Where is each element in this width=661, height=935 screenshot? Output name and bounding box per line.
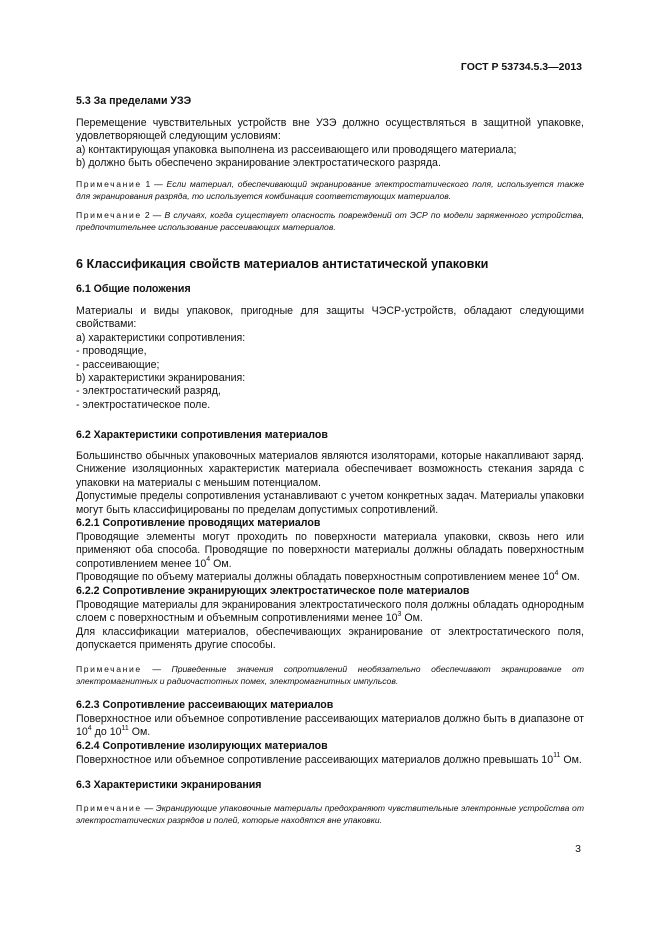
section-6-2-1-heading: 6.2.1 Сопротивление проводящих материалов: [76, 517, 321, 529]
section-6-2-4-heading: 6.2.4 Сопротивление изолирующих материалов: [76, 740, 328, 752]
section-6-heading: 6 Классификация свойств материалов антистатической упаковки: [76, 257, 489, 271]
section-6-2-2-heading: 6.2.2 Сопротивление экранирующих электростатическое поле материалов: [76, 585, 470, 597]
list-item: a) характеристики сопротивления:: [76, 331, 246, 344]
list-item-b: b) должно быть обеспечено экранирование электростатического разряда.: [76, 157, 441, 170]
paragraph: Поверхностное или объемное сопротивление рассеивающих материалов должно быть в диапазоне от $10^4$ до $10^{11}$ Ом.: [76, 713, 584, 739]
note-3: [76, 663, 584, 687]
note-text: — Если материал, обеспечивающий экранирование электростатического поля, используется также для экранирования разряда, то используется комбинация соответствующих материалов.: [76, 179, 584, 201]
section-6-2-2-body: [76, 599, 584, 653]
note-label: Примечание: [76, 210, 142, 220]
list-item: - рассеивающие;: [76, 358, 160, 371]
note-1: [76, 178, 584, 202]
section-6-1-body: [76, 305, 584, 412]
section-5-3-body: [76, 117, 584, 171]
note-text: — В случаях, когда существует опасность повреждений от ЭСР по модели заряженного устройства, предпочтительнее использование рассеивающих материалов.: [76, 210, 585, 232]
section-6-2-1-body: [76, 531, 584, 585]
note-label: Примечание: [76, 664, 142, 674]
paragraph: Перемещение чувствительных устройств вне УЗЭ должно осуществляться в защитной упаковке, удовлетворяющей следующим условиям:: [76, 117, 584, 143]
section-6-3-heading: 6.3 Характеристики экранирования: [76, 779, 262, 791]
section-6-2-3-heading: 6.2.3 Сопротивление рассеивающих материалов: [76, 699, 334, 711]
paragraph: Проводящие по объему материалы должны обладать поверхностным сопротивлением менее $10^4$ Ом.: [76, 569, 580, 584]
note-text: — Приведенные значения сопротивлений необязательно обеспечивают экранирование от электромагнитных и радиочастотных помех, электромагнитных импульсов.: [76, 664, 584, 686]
note-4: [76, 802, 584, 826]
section-6-2-heading: 6.2 Характеристики сопротивления материалов: [76, 429, 328, 441]
list-item: - электростатическое поле.: [76, 398, 211, 411]
list-item: - электростатический разряд,: [76, 385, 221, 398]
document-code-header: ГОСТ Р 53734.5.3—2013: [460, 61, 582, 73]
list-item: - проводящие,: [76, 345, 147, 358]
section-5-3-heading: 5.3 За пределами УЗЭ: [76, 95, 192, 107]
section-6-2-body: [76, 450, 584, 517]
note-label: Примечание: [76, 803, 142, 813]
note-number: 1: [145, 179, 151, 189]
paragraph: Проводящие элементы могут проходить по поверхности материала упаковки, сквозь него или применяют оба способа. Проводящие по поверхности материалы должны обладать поверхностным сопротивлением менее $10^4$ Ом.: [76, 531, 584, 570]
section-6-2-3-body: [76, 713, 584, 740]
section-6-2-4-body: [76, 754, 584, 767]
paragraph: Большинство обычных упаковочных материалов являются изоляторами, которые накапливают заряд. Снижение изоляционных характеристик материала обеспечивает возможность стекания заряда с упаковки на материалы с меньшим потенциалом.: [76, 450, 584, 489]
paragraph: Для классификации материалов, обеспечивающих экранирование от электростатического поля, допускается применять другие способы.: [76, 625, 584, 652]
note-text: — Экранирующие упаковочные материалы предохраняют чувствительные электронные устройства от электростатических разрядов и полей, которые находятся вне упаковки.: [76, 803, 584, 825]
paragraph: Материалы и виды упаковок, пригодные для защиты ЧЭСР-устройств, обладают следующими свойствами:: [76, 305, 584, 331]
section-6-1-heading: 6.1 Общие положения: [76, 283, 191, 295]
paragraph: Проводящие материалы для экранирования электростатического поля должны обладать однородным слоем с поверхностным и объемным сопротивлениями менее $10^3$ Ом.: [76, 599, 584, 625]
note-label: Примечание: [76, 179, 142, 189]
note-2: [76, 209, 584, 233]
note-number: 2: [144, 210, 150, 220]
list-item-a: a) контактирующая упаковка выполнена из рассеивающего или проводящего материала;: [76, 143, 517, 156]
page-number: 3: [575, 843, 581, 855]
list-item: b) характеристики экранирования:: [76, 372, 246, 385]
paragraph: Допустимые пределы сопротивления устанавливают с учетом конкретных задач. Материалы упаковки могут быть классифицированы по пределам допустимых сопротивлений.: [76, 490, 584, 516]
paragraph: Поверхностное или объемное сопротивление рассеивающих материалов должно превышать $10^{11}$ Ом.: [76, 752, 582, 766]
